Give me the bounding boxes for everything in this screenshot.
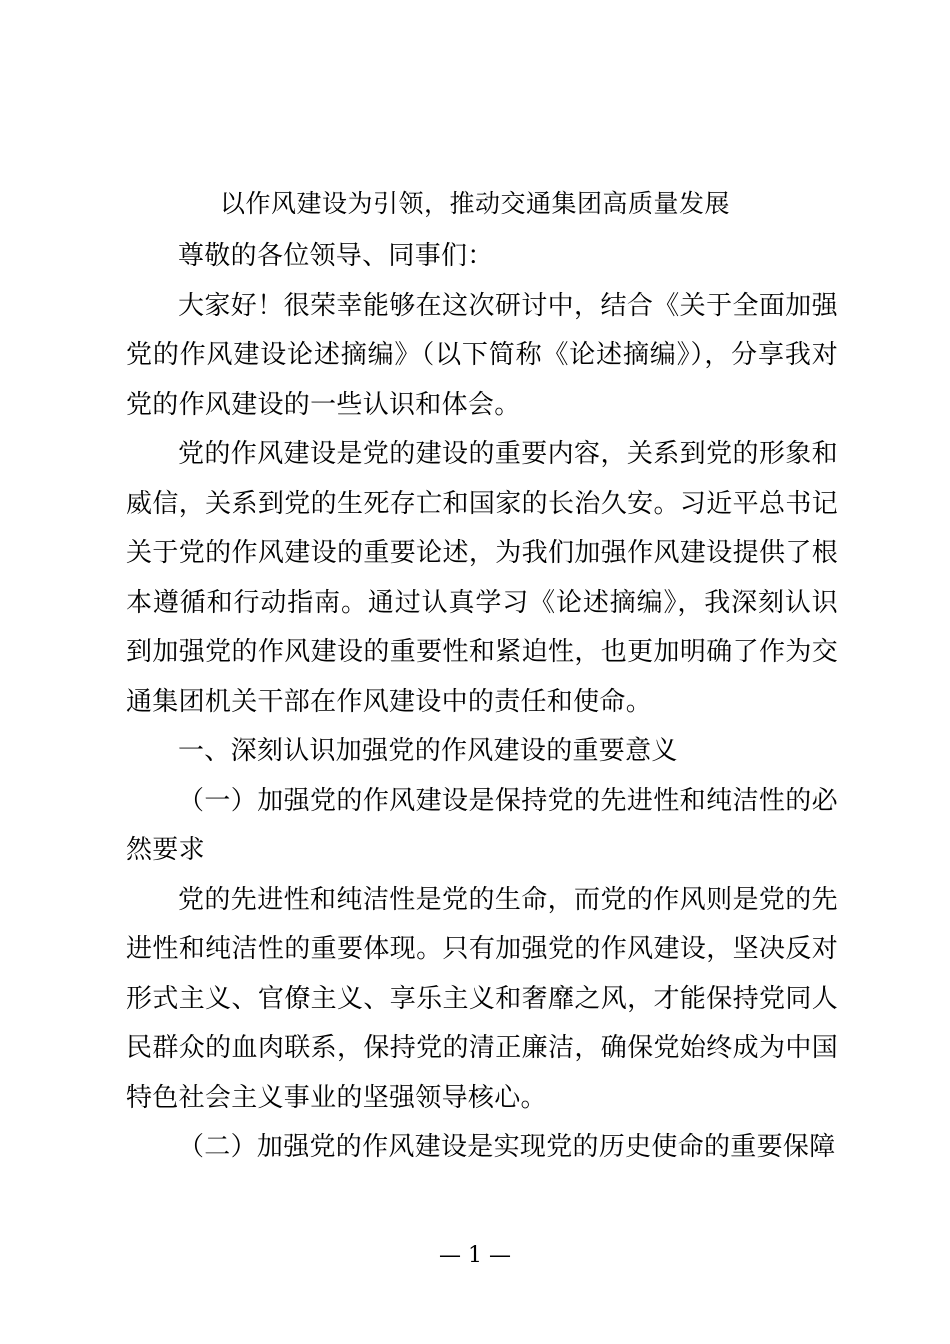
document-body <box>126 232 838 1173</box>
salutation-paragraph: 尊敬的各位领导、同事们： <box>178 241 494 271</box>
document-title: 以作风建设为引领，推动交通集团高质量发展 <box>219 189 730 218</box>
page-number: — 1 — <box>439 1243 511 1268</box>
greeting-paragraph: 大家好！很荣幸能够在这次研讨中，结合《关于全面加强党的作风建设论述摘编》（以下简称《论述摘编》），分享我对党的作风建设的一些认识和体会。 <box>126 290 838 420</box>
section-heading-1: 一、深刻认识加强党的作风建设的重要意义 <box>178 736 678 766</box>
body-paragraph: 党的先进性和纯洁性是党的生命，而党的作风则是党的先进性和纯洁性的重要体现。只有加强党的作风建设，坚决反对形式主义、官僚主义、享乐主义和奢靡之风，才能保持党同人民群众的血肉联系，保持党的清正廉洁，确保党始终成为中国特色社会主义事业的坚强领导核心。 <box>126 884 838 1113</box>
subsection-heading-1: （一）加强党的作风建设是保持党的先进性和纯洁性的必然要求 <box>126 785 838 865</box>
subsection-heading-2: （二）加强党的作风建设是实现党的历史使命的重要保障 <box>178 1132 836 1162</box>
intro-paragraph: 党的作风建设是党的建设的重要内容，关系到党的形象和威信，关系到党的生死存亡和国家的长治久安。习近平总书记关于党的作风建设的重要论述，为我们加强作风建设提供了根本遵循和行动指南。通过认真学习《论述摘编》，我深刻认识到加强党的作风建设的重要性和紧迫性，也更加明确了作为交通集团机关干部在作风建设中的责任和使命。 <box>126 439 838 717</box>
